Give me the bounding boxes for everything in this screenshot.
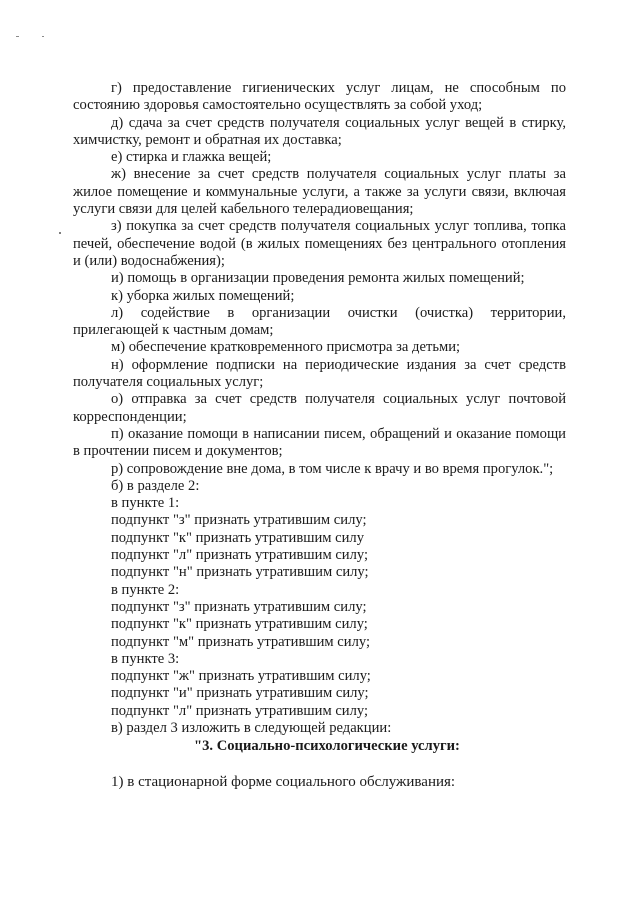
paragraph-e: е) стирка и глажка вещей; [111,149,272,166]
document-body [73,80,566,791]
paragraph-p: п) оказание помощи в написании писем, обращений и оказание помощи в прочтении писем и документов; [73,425,566,460]
amendment-line: подпункт "к" признать утратившим силу; [111,616,368,633]
paragraph-zh: ж) внесение за счет средств получателя социальных услуг платы за жилое помещение и коммунальные услуги, а также за услуги связи, включая услуги связи для целей кабельного телерадиовещания; [73,166,566,218]
amendment-line: подпункт "з" признать утратившим силу; [111,598,367,615]
final-line: 1) в стационарной форме социального обслуживания: [111,773,456,790]
paragraph-z: з) покупка за счет средств получателя социальных услуг топлива, топка печей, обеспечение водой (в жилых помещениях без центрального отопления и (или) водоснабжения); [73,218,566,269]
amendment-line: подпункт "л" признать утратившим силу; [111,702,369,719]
scan-artifact [16,36,19,37]
amendment-line: в) раздел 3 изложить в следующей редакции: [111,719,392,736]
amendment-line: подпункт "н" признать утратившим силу; [111,564,369,581]
paragraph-i: и) помощь в организации проведения ремонта жилых помещений; [111,270,525,287]
paragraph-d: д) сдача за счет средств получателя социальных услуг вещей в стирку, химчистку, ремонт и обратная их доставка; [73,114,566,148]
amendment-line: б) в разделе 2: [111,477,200,494]
amendment-line: подпункт "з" признать утратившим силу; [111,512,367,529]
scan-artifact [59,232,61,234]
amendment-line: в пункте 3: [111,650,180,667]
amendment-line: подпункт "м" признать утратившим силу; [111,633,371,650]
section-heading: "3. Социально-психологические услуги: [194,738,460,755]
amendment-line: подпункт "и" признать утратившим силу; [111,685,369,702]
paragraph-m: м) обеспечение кратковременного присмотра за детьми; [111,339,461,356]
amendment-line: подпункт "ж" признать утратившим силу; [111,668,371,685]
paragraph-g: г) предоставление гигиенических услуг лицам, не способным по состоянию здоровья самостоятельно осуществлять за собой уход; [73,80,566,114]
paragraph-r: р) сопровождение вне дома, в том числе к врачу и во время прогулок."; [111,460,554,477]
paragraph-n: н) оформление подписки на периодические издания за счет средств получателя социальных услуг; [73,356,566,391]
paragraph-k: к) уборка жилых помещений; [111,287,295,304]
amendment-line: подпункт "л" признать утратившим силу; [111,547,369,564]
scan-artifact [42,36,44,37]
paragraph-l: л) содействие в организации очистки (очистка) территории, прилегающей к частным домам; [73,304,566,339]
amendment-line: подпункт "к" признать утратившим силу [111,529,365,546]
paragraph-o: о) отправка за счет средств получателя социальных услуг почтовой корреспонденции; [73,391,566,425]
amendment-line: в пункте 2: [111,581,180,598]
amendment-line: в пункте 1: [111,495,180,512]
